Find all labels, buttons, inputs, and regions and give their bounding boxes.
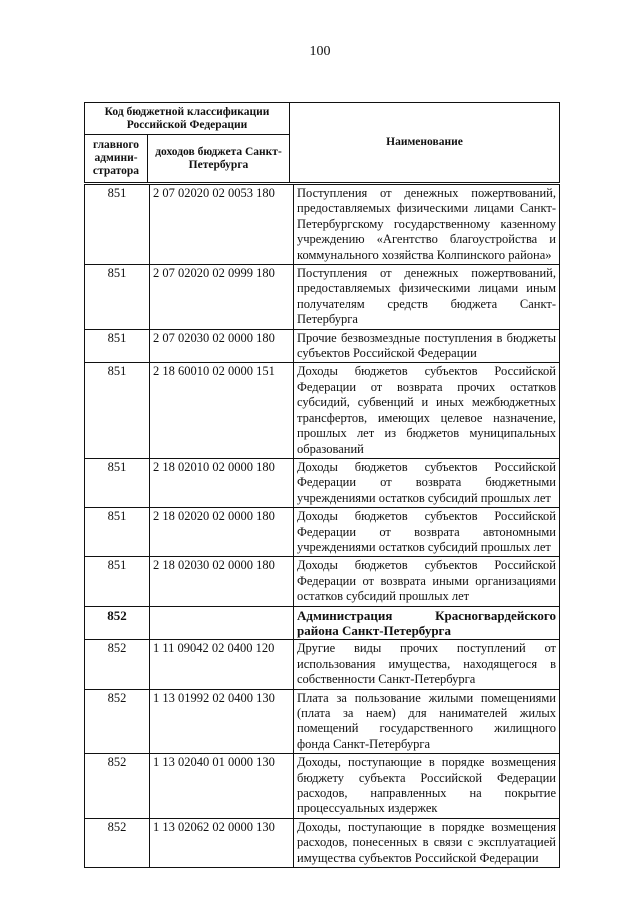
admin-code-cell: 851 (85, 185, 150, 265)
revenue-code-cell: 1 13 01992 02 0400 130 (150, 689, 294, 754)
admin-code-cell: 852 (85, 640, 150, 689)
admin-code-cell: 852 (85, 689, 150, 754)
revenue-code-cell: 2 18 02030 02 0000 180 (150, 557, 294, 606)
admin-code-cell: 852 (85, 818, 150, 867)
revenue-name-cell: Администрация Красногвардейского района Санкт-Петербурга (294, 606, 560, 640)
revenue-code-cell: 2 18 02010 02 0000 180 (150, 458, 294, 507)
name-column-header: Наименование (290, 103, 560, 183)
revenue-name-cell: Поступления от денежных пожертвований, предоставляемых физическими лицами иным получателям средств бюджета Санкт-Петербурга (294, 265, 560, 330)
admin-code-cell: 851 (85, 458, 150, 507)
revenue-name-cell: Доходы бюджетов субъектов Российской Федерации от возврата бюджетными учреждениями остатков субсидий прошлых лет (294, 458, 560, 507)
table-row (85, 606, 560, 640)
table-row (85, 689, 560, 754)
revenue-code-cell: 2 07 02030 02 0000 180 (150, 329, 294, 363)
revenue-code-cell (150, 606, 294, 640)
admin-code-cell: 851 (85, 265, 150, 330)
table-row (85, 754, 560, 819)
revenue-name-cell: Плата за пользование жилыми помещениями (плата за наем) для нанимателей жилых помещений государственного жилищного фонда Санкт-Петербурга (294, 689, 560, 754)
revenue-code-cell: 1 13 02040 01 0000 130 (150, 754, 294, 819)
table-row (85, 818, 560, 867)
table-row (85, 458, 560, 507)
revenue-code-cell: 2 07 02020 02 0053 180 (150, 185, 294, 265)
admin-code-cell: 852 (85, 606, 150, 640)
revenue-code-cell: 2 18 02020 02 0000 180 (150, 508, 294, 557)
page-number: 100 (309, 44, 331, 59)
admin-code-cell: 851 (85, 508, 150, 557)
revenue-name-cell: Доходы, поступающие в порядке возмещения расходов, понесенных в связи с эксплуатацией имущества субъектов Российской Федерации (294, 818, 560, 867)
code-group-header: Код бюджетной классификации Российской Федерации (85, 103, 290, 135)
revenue-name-cell: Прочие безвозмездные поступления в бюджеты субъектов Российской Федерации (294, 329, 560, 363)
table-row (85, 557, 560, 606)
revenue-column-header: доходов бюджета Санкт-Петербурга (148, 135, 290, 183)
revenue-code-cell: 2 18 60010 02 0000 151 (150, 363, 294, 458)
admin-code-cell: 852 (85, 754, 150, 819)
revenue-name-cell: Другие виды прочих поступлений от использования имущества, находящегося в собственности Санкт-Петербурга (294, 640, 560, 689)
table-row (85, 265, 560, 330)
table-row (85, 185, 560, 265)
table-row (85, 363, 560, 458)
revenue-code-cell: 1 11 09042 02 0400 120 (150, 640, 294, 689)
table-row (85, 508, 560, 557)
revenue-table (84, 184, 560, 868)
admin-code-cell: 851 (85, 557, 150, 606)
revenue-name-cell: Поступления от денежных пожертвований, предоставляемых физическими лицами Санкт-Петербургскому государственному казенному учреждению «Агентство благоустройства и коммунального хозяйства Колпинского района» (294, 185, 560, 265)
revenue-code-cell: 2 07 02020 02 0999 180 (150, 265, 294, 330)
table-row (85, 329, 560, 363)
admin-code-cell: 851 (85, 363, 150, 458)
admin-column-header: главного админи-стратора (85, 135, 148, 183)
revenue-name-cell: Доходы бюджетов субъектов Российской Федерации от возврата автономными учреждениями остатков субсидий прошлых лет (294, 508, 560, 557)
revenue-code-cell: 1 13 02062 02 0000 130 (150, 818, 294, 867)
revenue-name-cell: Доходы бюджетов субъектов Российской Федерации от возврата иными организациями остатков субсидий прошлых лет (294, 557, 560, 606)
table-row (85, 640, 560, 689)
revenue-name-cell: Доходы, поступающие в порядке возмещения бюджету субъекта Российской Федерации расходов, направленных на покрытие процессуальных издержек (294, 754, 560, 819)
table-header (84, 102, 560, 183)
admin-code-cell: 851 (85, 329, 150, 363)
revenue-name-cell: Доходы бюджетов субъектов Российской Федерации от возврата прочих остатков субсидий, субвенций и иных межбюджетных трансфертов, имеющих целевое назначение, прошлых лет из бюджетов муниципальных образований (294, 363, 560, 458)
